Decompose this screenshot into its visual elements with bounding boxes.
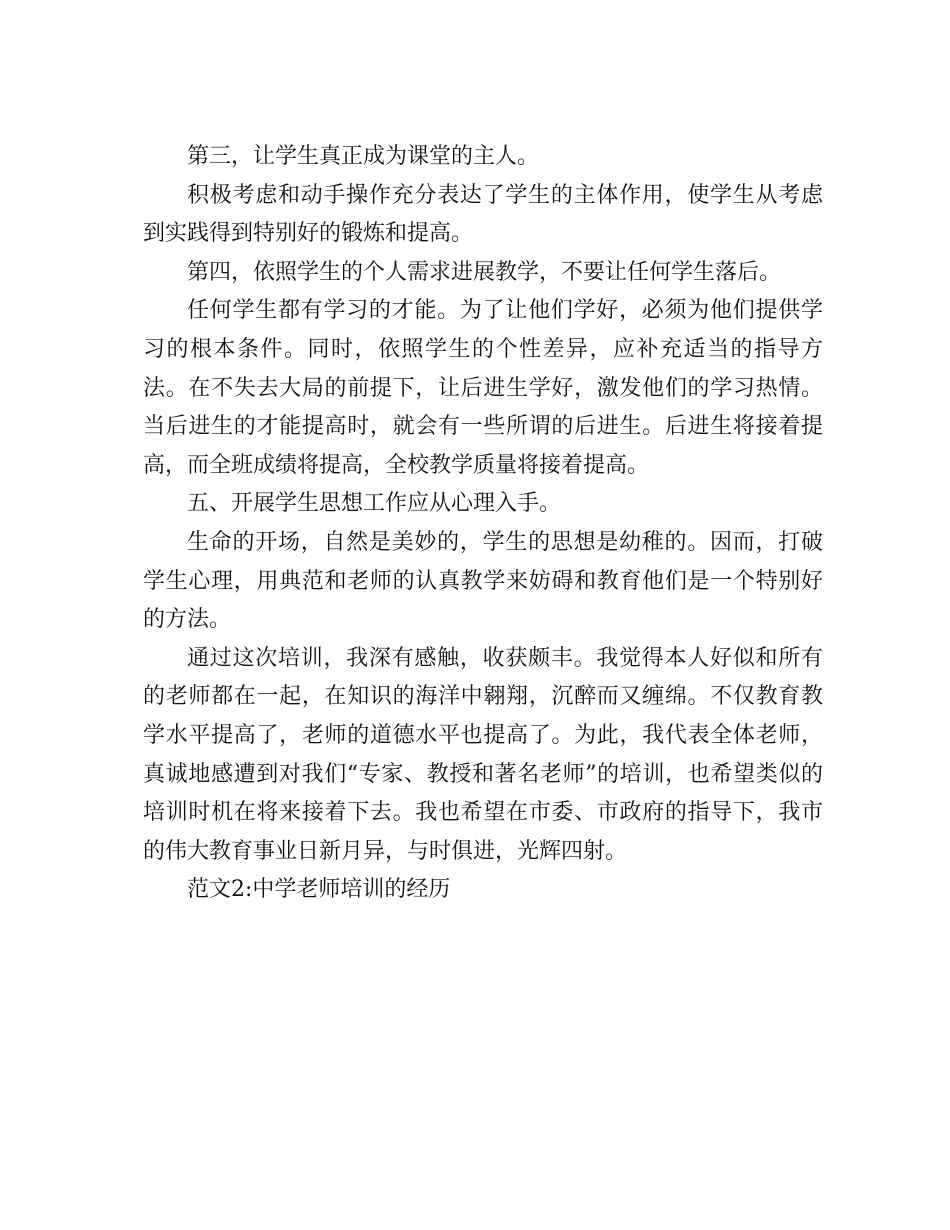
paragraph-point-four-detail: 任何学生都有学习的才能。为了让他们学好，必须为他们提供学习的根本条件。同时，依照学生的个性差异，应补充适当的指导方法。在不失去大局的前提下，让后进生学好，激发他们的学习热情。当后进生的才能提高时，就会有一些所谓的后进生。后进生将接着提高，而全班成绩将提高，全校教学质量将接着提高。: [143, 298, 823, 478]
document-body: [143, 138, 823, 910]
paragraph-point-four: 第四，依照学生的个人需求进展教学，不要让任何学生落后。: [187, 259, 782, 285]
paragraph-point-five: 五、开展学生思想工作应从心理入手。: [187, 491, 562, 517]
paragraph-point-three-detail: 积极考虑和动手操作充分表达了学生的主体作用，使学生从考虑到实践得到特别好的锻炼和提高。: [143, 182, 823, 247]
paragraph-point-five-detail: 生命的开场，自然是美妙的，学生的思想是幼稚的。因而，打破学生心理，用典范和老师的认真教学来妨碍和教育他们是一个特别好的方法。: [143, 529, 823, 633]
paragraph-point-three: 第三，让学生真正成为课堂的主人。: [187, 144, 540, 169]
section-heading-sample-2: 范文2:中学老师培训的经历: [187, 877, 451, 903]
paragraph-conclusion: 通过这次培训，我深有感触，收获颇丰。我觉得本人好似和所有的老师都在一起，在知识的海洋中翱翔，沉醉而又缠绵。不仅教育教学水平提高了，老师的道德水平也提高了。为此，我代表全体老师，真诚地感遭到对我们“专家、教授和著名老师”的培训，也希望类似的培训时机在将来接着下去。我也希望在市委、市政府的指导下，我市的伟大教育事业日新月异，与时俱进，光辉四射。: [143, 645, 823, 864]
